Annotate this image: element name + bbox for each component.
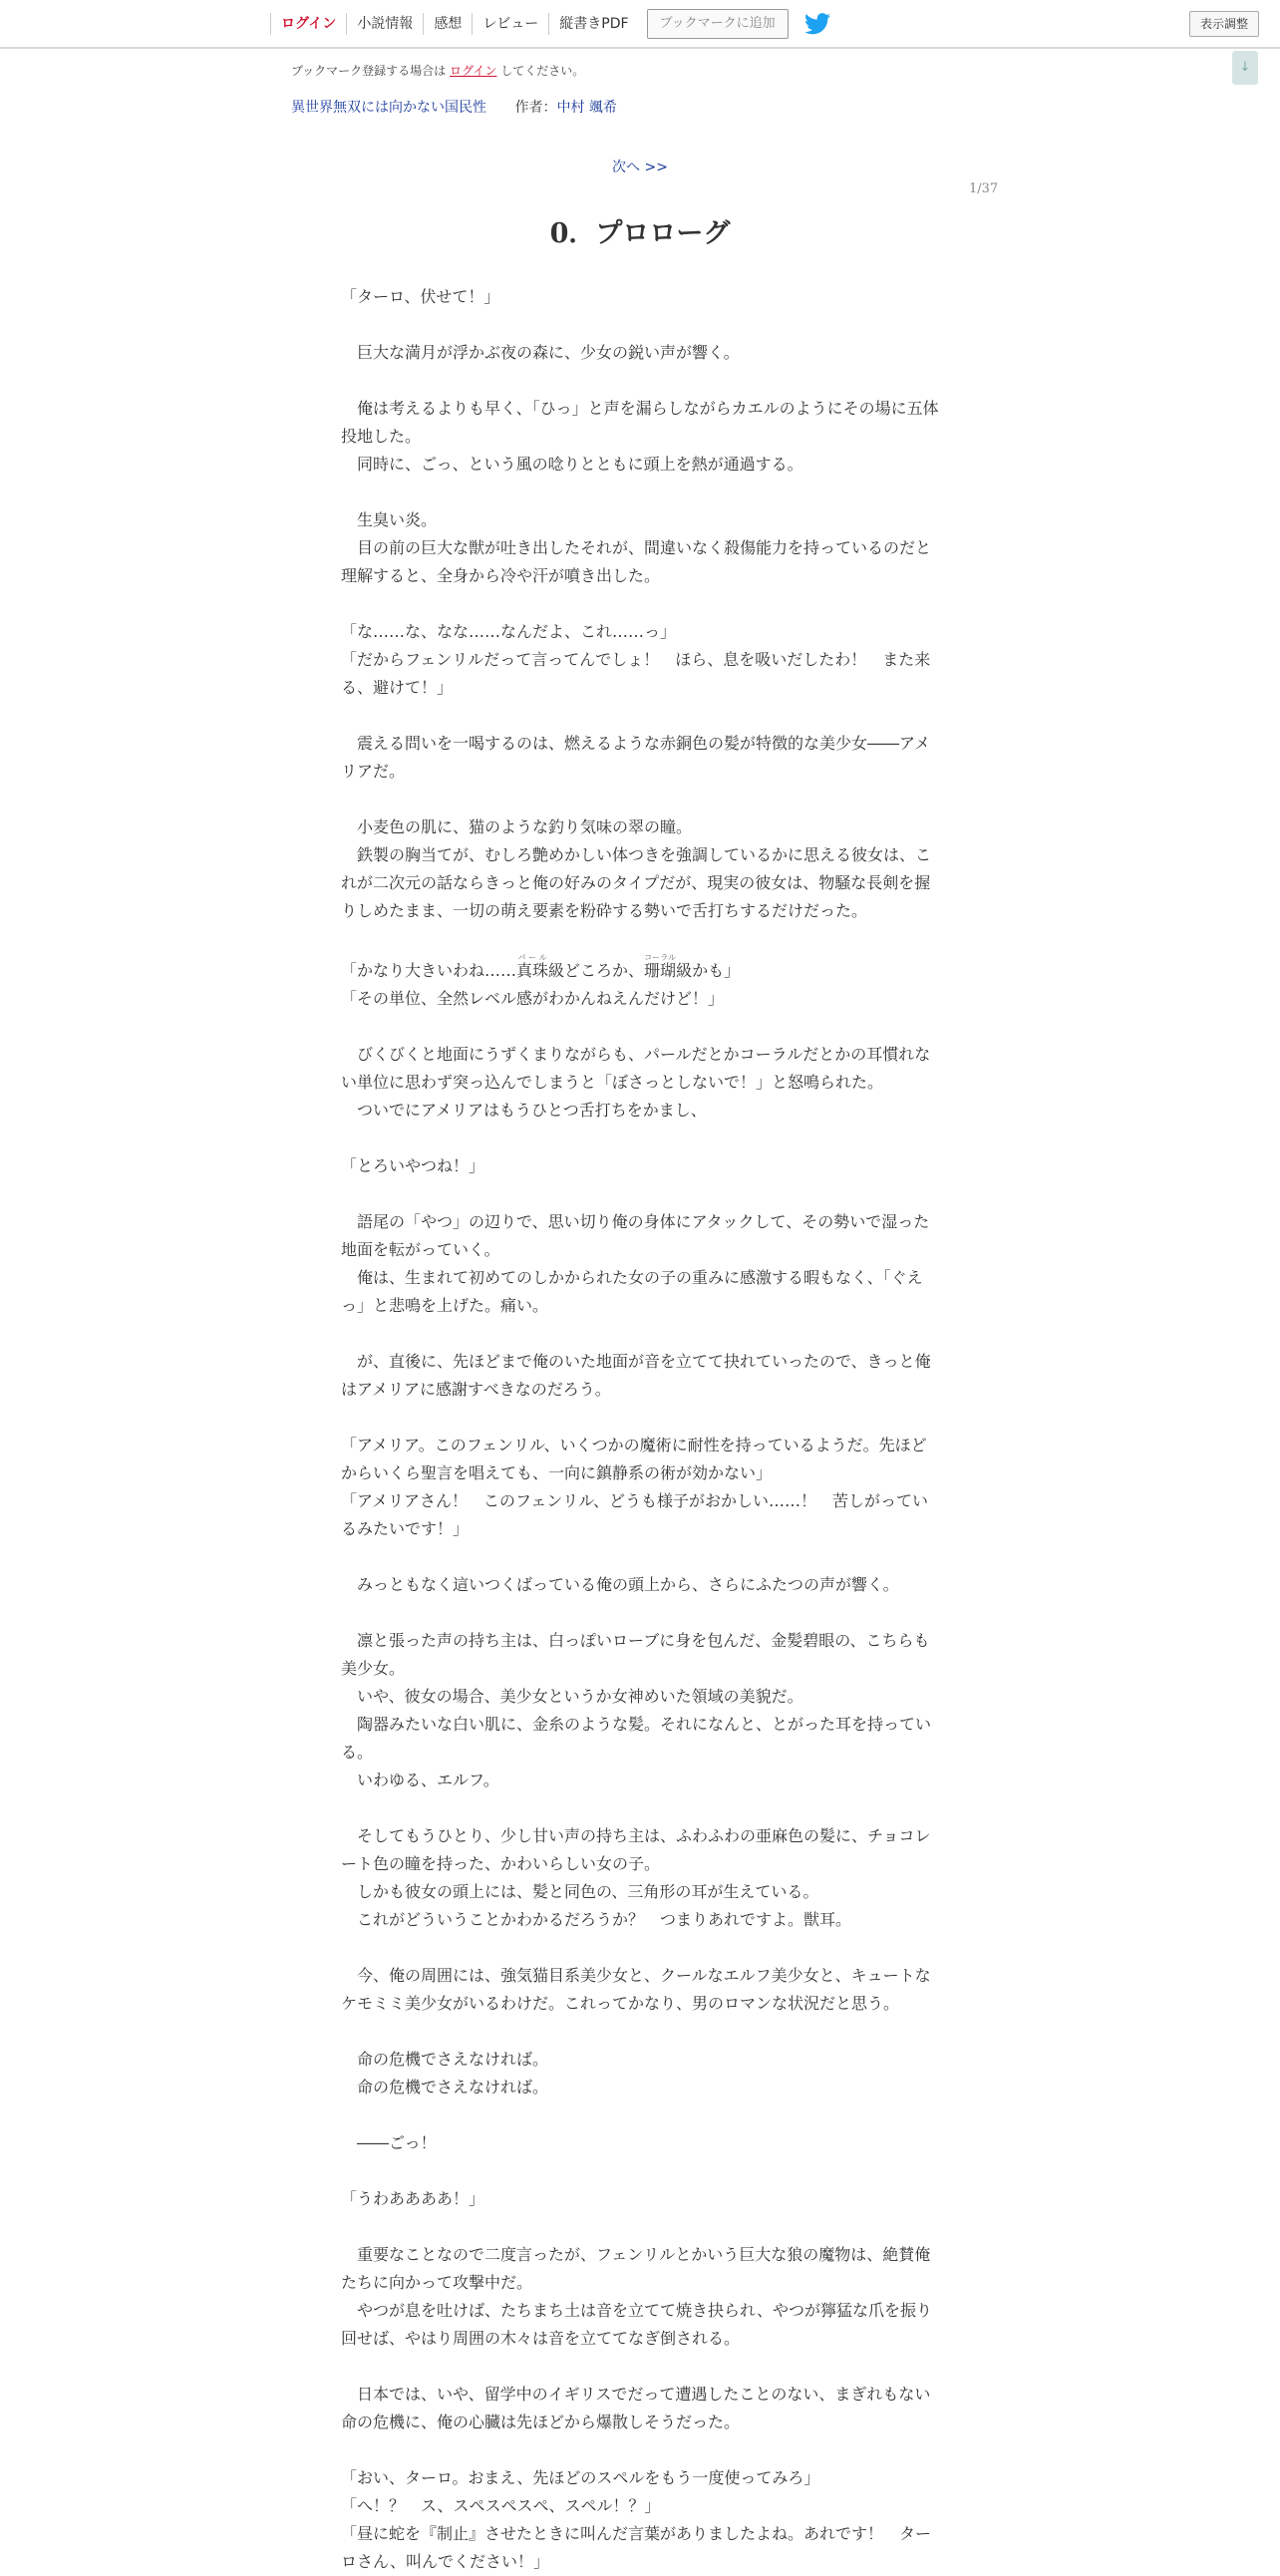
- bookmark-login-link[interactable]: ログイン: [450, 64, 497, 78]
- add-bookmark-button[interactable]: ブックマークに追加: [647, 9, 789, 39]
- next-page-row: [0, 157, 1280, 176]
- ruby-reading: パール: [516, 953, 549, 962]
- ruby-base: 真珠: [516, 961, 549, 980]
- body-line: 「とろいやつね！」: [341, 1156, 485, 1175]
- top-navigation-bar: [0, 0, 1280, 49]
- author-prefix: 作者：: [514, 100, 557, 116]
- chapter-title: 0．プロローグ: [549, 218, 731, 249]
- body-text-fragment: 級かも」: [676, 961, 741, 980]
- body-line: 「うわああああ！」: [341, 2189, 485, 2208]
- author-link[interactable]: 中村 颯希: [556, 100, 617, 116]
- blank-line: [341, 311, 939, 339]
- nav-review[interactable]: レビュー: [472, 13, 548, 35]
- body-line-ruby: [341, 953, 939, 985]
- blank-line: [341, 367, 939, 395]
- body-line: 「へ！？ ス、スペスペスペ、スペル！？」: [341, 2496, 661, 2515]
- body-line: 小麦色の肌に、猫のような釣り気味の翠の瞳。: [341, 817, 693, 836]
- body-line: 同時に、ごっ、という風の唸りとともに頭上を熱が通過する。: [341, 455, 803, 474]
- bookmark-note-after: してください。: [500, 64, 585, 78]
- blank-line: [341, 1543, 939, 1571]
- blank-line: [341, 1013, 939, 1041]
- body-line: 俺は、生まれて初めてのしかかられた女の子の重みに感激する暇もなく、「ぐえっ」と悲鳴を上げた。痛い。: [341, 1268, 923, 1315]
- body-line: が、直後に、先ほどまで俺のいた地面が音を立てて抉れていったので、きっと俺はアメリアに感謝すべきなのだろう。: [341, 1352, 931, 1399]
- blank-line: [341, 786, 939, 813]
- blank-line: [341, 1180, 939, 1208]
- blank-line: [341, 925, 939, 953]
- ruby-reading: コーラル: [644, 953, 677, 962]
- body-text-fragment: 「かなり大きいわね……: [341, 961, 517, 980]
- body-line: 「ターロ、伏せて！」: [341, 287, 500, 306]
- blank-line: [341, 2436, 939, 2464]
- body-line: しかも彼女の頭上には、髪と同色の、三角形の耳が生えている。: [341, 1882, 819, 1901]
- blank-line: [341, 1404, 939, 1432]
- nav-impressions[interactable]: 感想: [423, 13, 472, 35]
- novel-body: [341, 283, 939, 2576]
- bookmark-note: [291, 62, 584, 79]
- body-line: 「おい、ターロ。おまえ、先ほどのスペルをもう一度使ってみろ」: [341, 2468, 820, 2487]
- blank-line: [341, 2213, 939, 2241]
- blank-line: [341, 2018, 939, 2046]
- blank-line: [341, 1599, 939, 1627]
- body-line: 今、俺の周囲には、強気猫目系美少女と、クールなエルフ美少女と、キュートなケモミミ美少女がいるわけだ。これってかなり、男のロマンな状況だと思う。: [341, 1966, 931, 2013]
- body-line: 語尾の「やつ」の辺りで、思い切り俺の身体にアタックして、その勢いで湿った地面を転がっていく。: [341, 1212, 930, 1259]
- body-line: 「昼に蛇を『制止』させたときに叫んだ言葉がありましたよね。あれです！ ターロさん、叫んでください！」: [341, 2524, 932, 2571]
- next-page-link[interactable]: 次へ >>: [612, 160, 668, 175]
- body-line: 震える問いを一喝するのは、燃えるような赤銅色の髪が特徴的な美少女――アメリアだ。: [341, 734, 931, 781]
- body-line: 陶器みたいな白い肌に、金糸のような髪。それになんと、とがった耳を持っている。: [341, 1715, 932, 1762]
- body-line: 「アメリア。このフェンリル、いくつかの魔術に耐性を持っているようだ。先ほどからいくら聖言を唱えても、一向に鎮静系の術が効かない」: [341, 1436, 927, 1482]
- twitter-icon[interactable]: [804, 13, 830, 35]
- body-line: そしてもうひとり、少し甘い声の持ち主は、ふわふわの亜麻色の髪に、チョコレート色の瞳を持った、かわいらしい女の子。: [341, 1826, 931, 1873]
- page-counter: 1/37: [969, 181, 999, 196]
- nav-vertical-pdf[interactable]: 縦書きPDF: [548, 13, 638, 35]
- blank-line: [341, 2353, 939, 2381]
- bookmark-note-before: ブックマーク登録する場合は: [291, 64, 447, 78]
- body-line: 「アメリアさん！ このフェンリル、どうも様子がおかしい……！ 苦しがっているみたいです！」: [341, 1491, 928, 1538]
- body-line: 日本では、いや、留学中のイギリスでだって遭遇したことのない、まぎれもない命の危機に、俺の心臓は先ほどから爆散しそうだった。: [341, 2385, 931, 2431]
- body-line: 命の危機でさえなければ。: [341, 2050, 549, 2069]
- body-line: 重要なことなので二度言ったが、フェンリルとかいう巨大な狼の魔物は、絶賛俺たちに向かって攻撃中だ。: [341, 2245, 931, 2292]
- body-line: 鉄製の胸当てが、むしろ艶めかしい体つきを強調しているかに思える彼女は、これが二次元の話ならきっと俺の好みのタイプだが、現実の彼女は、物騒な長剣を握りしめたまま、一切の萌え要素を粉砕する勢いで舌打ちするだけだった。: [341, 845, 932, 920]
- body-text-fragment: 級どころか、: [548, 961, 645, 980]
- body-line: 凛と張った声の持ち主は、白っぽいローブに身を包んだ、金髪碧眼の、こちらも美少女。: [341, 1631, 930, 1678]
- body-line: 巨大な満月が浮かぶ夜の森に、少女の鋭い声が響く。: [341, 343, 740, 362]
- blank-line: [341, 2101, 939, 2129]
- body-line: ――ごっ！: [341, 2133, 437, 2152]
- body-line: 目の前の巨大な獣が吐き出したそれが、間違いなく殺傷能力を持っているのだと理解すると、全身から冷や汗が噴き出した。: [341, 538, 932, 585]
- body-line: ついでにアメリアはもうひとつ舌打ちをかまし、: [341, 1101, 707, 1120]
- display-settings-button[interactable]: 表示調整: [1189, 11, 1259, 37]
- nav-novel-info[interactable]: 小説情報: [346, 13, 423, 35]
- body-line: これがどういうことかわかるだろうか？ つまりあれですよ。獣耳。: [341, 1910, 852, 1929]
- body-line: 「その単位、全然レベル感がわかんねえんだけど！」: [341, 989, 725, 1008]
- blank-line: [341, 2157, 939, 2185]
- scroll-down-button[interactable]: ↓: [1232, 51, 1258, 85]
- body-line: 命の危機でさえなければ。: [341, 2078, 549, 2096]
- ruby-pearl: [516, 953, 549, 980]
- body-line: やつが息を吐けば、たちまち土は音を立てて焼き抉られ、やつが獰猛な爪を振り回せば、やはり周囲の木々は音を立ててなぎ倒される。: [341, 2301, 932, 2348]
- body-line: 「だからフェンリルだって言ってんでしょ！ ほら、息を吸いだしたわ！ また来る、避けて！」: [341, 650, 931, 697]
- nav-login[interactable]: ログイン: [270, 13, 346, 35]
- blank-line: [341, 702, 939, 730]
- body-line: 「な……な、なな……なんだよ、これ……っ」: [341, 622, 677, 641]
- novel-title-link[interactable]: 異世界無双には向かない国民性: [291, 100, 486, 116]
- body-line: 生臭い炎。: [341, 510, 438, 529]
- blank-line: [341, 1794, 939, 1822]
- blank-line: [341, 1125, 939, 1152]
- ruby-coral: [644, 953, 677, 980]
- body-line: いや、彼女の場合、美少女というか女神めいた領域の美貌だ。: [341, 1687, 803, 1706]
- novel-info-line: [291, 97, 617, 117]
- ruby-base: 珊瑚: [644, 961, 677, 980]
- main-nav: [270, 0, 830, 47]
- body-line: 俺は考えるよりも早く、「ひっ」と声を漏らしながらカエルのようにその場に五体投地した。: [341, 399, 939, 446]
- body-line: いわゆる、エルフ。: [341, 1771, 499, 1789]
- blank-line: [341, 590, 939, 618]
- body-line: びくびくと地面にうずくまりながらも、パールだとかコーラルだとかの耳慣れない単位に思わず突っ込んでしまうと「ぼさっとしないで！」と怒鳴られた。: [341, 1045, 931, 1092]
- blank-line: [341, 479, 939, 506]
- body-line: みっともなく這いつくばっている俺の頭上から、さらにふたつの声が響く。: [341, 1575, 899, 1594]
- blank-line: [341, 1934, 939, 1962]
- blank-line: [341, 1320, 939, 1348]
